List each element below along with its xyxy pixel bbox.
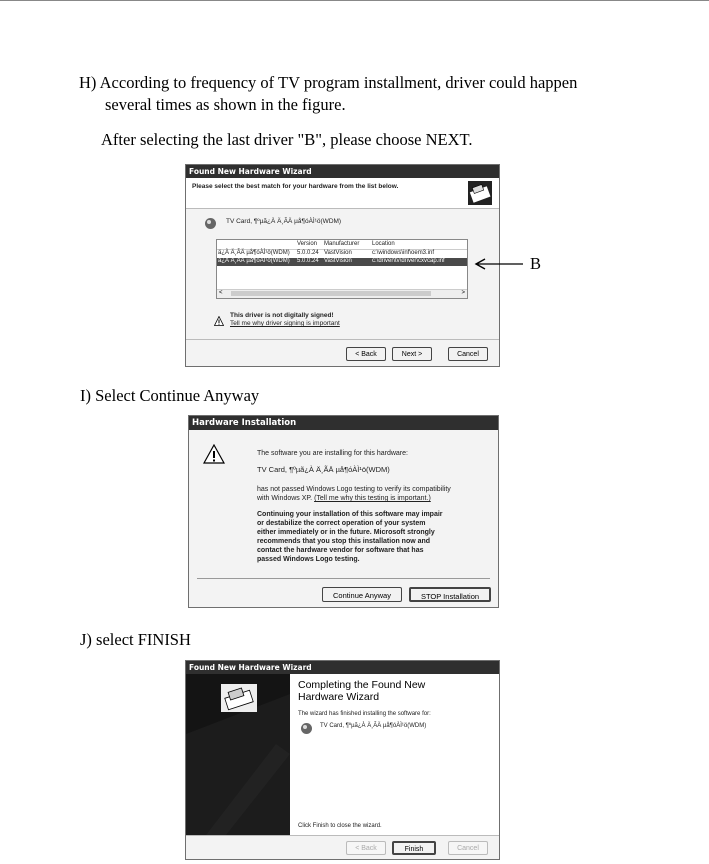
continue-anyway-button[interactable]: Continue Anyway <box>322 587 402 602</box>
horizontal-scrollbar[interactable] <box>217 289 467 298</box>
dialog2-line2 <box>257 495 431 502</box>
driver-row-manufacturer: VastVision <box>324 258 352 264</box>
dialog2-line2a: has not passed Windows Logo testing to verify its compatibility <box>257 486 451 493</box>
warning-line: contact the hardware vendor for software that has <box>257 547 424 554</box>
back-button[interactable]: < Back <box>346 347 386 361</box>
warning-line: Continuing your installation of this software may impair <box>257 511 443 518</box>
dialog2-line1: The software you are installing for this hardware: <box>257 450 408 457</box>
driver-row[interactable] <box>217 250 467 258</box>
wizard3-content <box>290 674 499 835</box>
back-button[interactable]: < Back <box>346 841 386 855</box>
dialog2-warning-block <box>257 510 443 564</box>
driver-row-location: c:\windows\inf\oem3.inf <box>372 250 435 256</box>
dialog2-titlebar: Hardware Installation <box>189 416 498 430</box>
page-top-rule <box>0 0 709 1</box>
step-h-note: After selecting the last driver "B", please choose NEXT. <box>101 130 473 149</box>
warning-line: recommends that you stop this installation now and <box>257 538 431 545</box>
warning-line: or destabilize the correct operation of your system <box>257 520 426 527</box>
logo-testing-link[interactable]: (Tell me why this testing is important.) <box>314 495 431 502</box>
wizard3-heading-line1: Completing the Found New <box>298 679 426 691</box>
wizard3-device: TV Card, ¶ºµã¿À Ä¸ÃÄ µå¶óÀÌ¹ö(WDM) <box>320 723 427 729</box>
hardware-installation-dialog <box>188 415 499 608</box>
device-icon <box>204 217 217 230</box>
scroll-left-icon[interactable]: < <box>219 290 223 296</box>
callout-label: B <box>530 254 542 273</box>
warning-line: passed Windows Logo testing. <box>257 556 360 563</box>
step-i-label: I) Select Continue Anyway <box>80 386 260 405</box>
select-driver-wizard <box>185 164 500 367</box>
wizard1-body <box>186 209 499 366</box>
unsigned-warning: This driver is not digitally signed! <box>230 312 334 319</box>
footer-divider <box>197 578 490 579</box>
driver-row-version: 5.0.0.24 <box>297 258 319 264</box>
cancel-button[interactable]: Cancel <box>448 841 488 855</box>
scroll-thumb[interactable] <box>231 291 431 296</box>
driver-list[interactable] <box>216 239 468 299</box>
step-h-line2: several times as shown in the figure. <box>105 95 346 114</box>
finish-button[interactable]: Finish <box>392 841 436 855</box>
stop-installation-button[interactable]: STOP Installation <box>409 587 491 602</box>
wizard3-side-panel <box>186 674 290 835</box>
hardware-icon <box>221 684 257 712</box>
dialog2-line2b: with Windows XP. <box>257 495 313 502</box>
wizard3-titlebar: Found New Hardware Wizard <box>186 661 499 674</box>
warning-line: either immediately or in the future. Microsoft strongly <box>257 529 435 536</box>
col-location[interactable]: Location <box>372 241 395 247</box>
driver-row-version: 5.0.0.24 <box>297 250 319 256</box>
device-icon <box>300 722 313 735</box>
wizard3-finished-text: The wizard has finished installing the software for: <box>298 711 431 717</box>
step-h-line1: H) According to frequency of TV program installment, driver could happen <box>79 73 578 92</box>
driver-row-location: c:\driver\tv\driver\cxvcap.inf <box>372 258 445 264</box>
driver-row-name: ä¿À Ä¸ÃÄ µå¶óÀÌ¹ö(WDM) <box>218 258 290 264</box>
cancel-button[interactable]: Cancel <box>448 347 488 361</box>
footer-divider <box>186 339 499 340</box>
col-manufacturer[interactable]: Manufacturer <box>324 241 360 247</box>
scroll-right-icon[interactable]: > <box>461 290 465 296</box>
wizard3-close-note: Click Finish to close the wizard. <box>298 823 382 829</box>
wizard1-titlebar: Found New Hardware Wizard <box>186 165 499 178</box>
driver-row-name: ä¿À Ä¸ÃÄ µå¶óÀÌ¹ö(WDM) <box>218 250 290 256</box>
finish-wizard <box>185 660 500 860</box>
dialog2-device: TV Card, ¶ºµã¿À Ä¸ÃÄ µå¶óÀÌ¹ö(WDM) <box>257 465 390 474</box>
warning-icon <box>214 313 224 323</box>
warning-icon <box>203 444 225 464</box>
driver-row-manufacturer: VastVision <box>324 250 352 256</box>
wizard3-footer <box>186 835 499 859</box>
driver-signing-link[interactable]: Tell me why driver signing is important <box>230 320 340 327</box>
wizard1-header <box>186 178 499 209</box>
driver-list-header <box>217 240 467 250</box>
wizard3-heading-line2: Hardware Wizard <box>298 691 380 703</box>
wizard1-heading: Please select the best match for your hardware from the list below. <box>192 183 399 190</box>
step-j-label: J) select FINISH <box>80 630 191 649</box>
wizard1-device: TV Card, ¶ºµã¿À Ä¸ÃÄ µå¶óÀÌ¹ö(WDM) <box>226 218 342 225</box>
next-button[interactable]: Next > <box>392 347 432 361</box>
callout-arrow <box>474 257 524 269</box>
driver-row-selected[interactable] <box>217 258 467 266</box>
col-version[interactable]: Version <box>297 241 318 247</box>
hardware-icon <box>467 180 493 206</box>
